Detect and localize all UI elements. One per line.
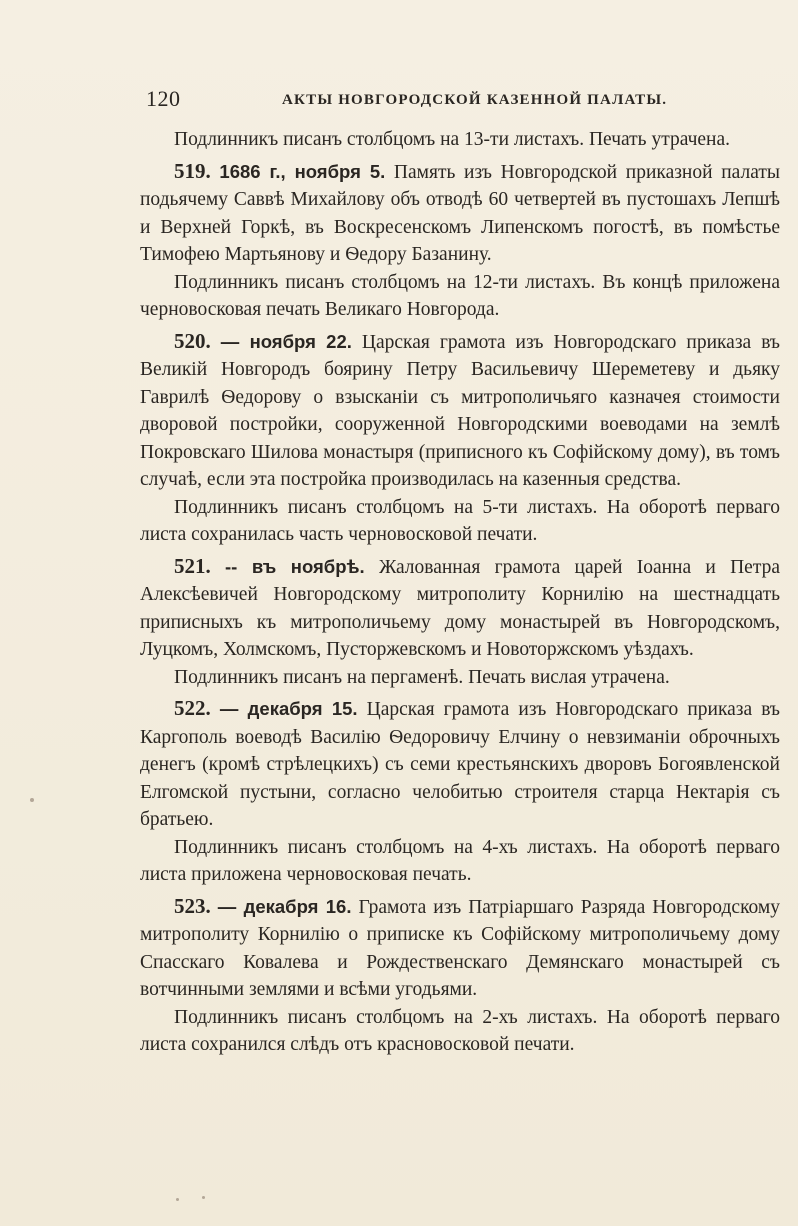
- entry-note: Подлинникъ писанъ столбцомъ на 2-хъ листахъ. На оборотѣ перваго листа сохранился слѣдъ отъ красновосковой печати.: [140, 1006, 780, 1055]
- entry-number: 522.: [174, 696, 211, 720]
- entry-date: -- въ ноябрѣ.: [225, 555, 365, 577]
- entry-number: 519.: [174, 158, 211, 183]
- entry-521: [140, 553, 780, 692]
- page-number: 120: [146, 86, 181, 111]
- entry-number: 521.: [174, 553, 211, 578]
- entry-note: Подлинникъ писанъ на пергаменѣ. Печать вислая утрачена.: [174, 666, 670, 688]
- entry-519: [140, 158, 780, 324]
- paper-speck: [30, 798, 34, 802]
- entry-number: 523.: [174, 893, 211, 918]
- entry-522: [140, 695, 780, 889]
- page-body: [140, 126, 780, 1059]
- entry-date: — декабря 15.: [219, 698, 358, 719]
- entry-paragraph: [140, 893, 780, 1004]
- entry-note: Подлинникъ писанъ столбцомъ на 12-ти листахъ. Въ концѣ приложена черновосковая печать Великаго Новгорода.: [140, 271, 780, 320]
- entry-text: Грамота изъ Патріаршаго Разряда Новгородскому митрополиту Корнилію о приписке къ Софійскому митрополичьему дому Спасскаго Ковалева и Рождественскаго Демянскаго монастырей съ вотчинными землями и всѣми угодьями.: [140, 896, 781, 1000]
- entry-note: Подлинникъ писанъ столбцомъ на 4-хъ листахъ. На оборотѣ перваго листа приложена черновосковая печать.: [140, 836, 780, 885]
- entry-text: Царская грамота изъ Новгородскаго приказа въ Великій Новгородъ боярину Петру Васильевичу Шереметеву и дьяку Гаврилѣ Ѳедорову о взысканіи съ митрополичьяго казначея стоимости дворовой постройки, сооруженной Новгородскими воеводами на землѣ Покровскаго Шилова монастыря (приписного къ Софійскому дому), въ томъ случаѣ, если эта постройка производилась на казенныя средства.: [140, 331, 781, 490]
- entry-date: 1686 г., ноября 5.: [219, 160, 386, 182]
- entry-text: Память изъ Новгородской приказной палаты подьячему Саввѣ Михайлову объ отводѣ 60 четвертей въ пустошахъ Лепшѣ и Верхней Горкѣ, въ Воскресенскомъ Липенскомъ погостѣ, въ помѣстье Тимофею Мартьянову и Ѳедору Базанину.: [140, 161, 780, 265]
- entry-523: [140, 893, 780, 1059]
- running-title: АКТЫ НОВГОРОДСКОЙ КАЗЕННОЙ ПАЛАТЫ.: [282, 92, 668, 108]
- entry-text: Царская грамота изъ Новгородскаго приказа въ Каргополь воеводѣ Василію Ѳедоровичу Елчину о невзиманіи оброчныхъ денегъ (кромѣ стрѣлецкихъ) съ семи крестьянскихъ дворовъ Богоявленской Елгомской пустыни, согласно челобитью строителя старца Нектарія съ братьею.: [140, 699, 781, 830]
- entry-paragraph: [140, 328, 780, 494]
- entry-text: Жалованная грамота царей Іоанна и Петра Алексѣевичей Новгородскому митрополиту Корнилію на шестнадцать приписныхъ къ митрополичьему дому монастырей въ Новгородскомъ, Луцкомъ, Холмскомъ, Пусторжевскомъ и Новоторжскомъ уѣздахъ.: [140, 556, 780, 660]
- entry-paragraph: [140, 553, 780, 664]
- opening-note: Подлинникъ писанъ столбцомъ на 13-ти листахъ. Печать утрачена.: [174, 129, 731, 150]
- entry-paragraph: [140, 695, 780, 834]
- entry-note: Подлинникъ писанъ столбцомъ на 5-ти листахъ. На оборотѣ перваго листа сохранилась часть черновосковой печати.: [140, 496, 780, 545]
- entry-number: 520.: [174, 328, 211, 353]
- entry-date: — ноября 22.: [220, 330, 352, 352]
- entry-520: [140, 328, 780, 549]
- entry-date: — декабря 16.: [217, 895, 352, 917]
- paper-speck: [176, 1198, 179, 1201]
- paper-speck: [202, 1196, 205, 1199]
- entry-paragraph: [140, 158, 780, 269]
- page-header: [146, 86, 754, 116]
